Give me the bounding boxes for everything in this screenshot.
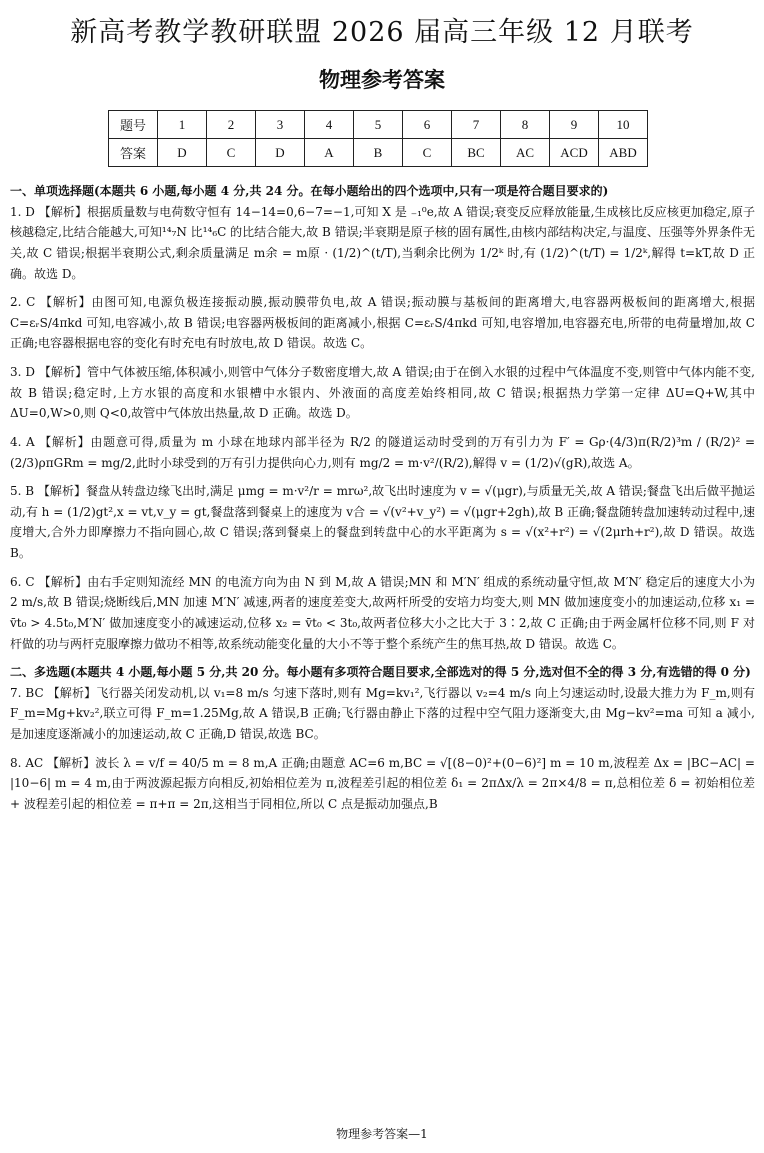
number-cell: 6 — [403, 111, 452, 139]
answer-cell: AC — [501, 139, 550, 167]
number-cell: 8 — [501, 111, 550, 139]
answer-cell: C — [403, 139, 452, 167]
row-label-number: 题号 — [109, 111, 158, 139]
solution-q7: 7. BC 【解析】飞行器关闭发动机,以 v₁=8 m/s 匀速下落时,则有 Mg=kv₁²,飞行器以 v₂=4 m/s 向上匀速运动时,设最大推力为 F_m,则有 F_m=Mg+kv₂²,联立可得 F_m=1.25Mg,故 A 错误,B 正确;飞行器由静止下落的过程中空气阻力逐渐变大,由 Mg−kv²=ma 可知 a 减小,是加速度逐渐减小的加速运动,故 C 正确,D 错误,故选 BC。 — [10, 685, 755, 741]
solution-q6: 6. C 【解析】由右手定则知流经 MN 的电流方向为由 N 到 M,故 A 错误;MN 和 M′N′ 组成的系统动量守恒,故 M′N′ 稳定后的速度大小为 2 m/s,故 B 错误;烧断线后,MN 加速 M′N′ 减速,两者的速度差变大,故两杆所受的安培力均变大,则 MN 做加速度变小的加速运动,位移 x₁ = v̄t₀ > 4.5t₀,M′N′ 做加速度变小的减速运动,位移 x₂ = v̄t₀ < 3t₀,故两者位移大小之比大于 3∶2,故 C 正确;由于两金属杆位移不同,则 F 对杆做的功与两杆克服摩擦力做功不相等,故系统动能变化量的大小不等于整个系统产生的焦耳热,故 D 错误。故选 C。 — [10, 574, 755, 651]
answer-cell: BC — [452, 139, 501, 167]
solution-q5: 5. B 【解析】餐盘从转盘边缘飞出时,满足 μmg = m·v²/r = mrω²,故飞出时速度为 v = √(μgr),与质量无关,故 A 错误;餐盘飞出后做平抛运动,有 h = (1/2)gt²,x = vt,v_y = gt,餐盘落到餐桌上的速度为 v合 = √(v²+v_y²) = √(μgr+2gh),故 B 正确;餐盘随转盘加速转动过程中,速度增大,合外力即摩擦力不指向圆心,故 C 错误;落到餐桌上的餐盘到转盘中心的水平距离为 s = √(x²+r²) = √(2μrh+r²),故 D 错误。故选 B。 — [10, 484, 755, 560]
number-cell: 3 — [256, 111, 305, 139]
number-cell: 4 — [305, 111, 354, 139]
number-cell: 7 — [452, 111, 501, 139]
section-heading-single-choice: 一、单项选择题(本题共 6 小题,每小题 4 分,共 24 分。在每小题给出的四个选项中,只有一项是符合题目要求的) — [10, 184, 609, 198]
answer-cell: D — [158, 139, 207, 167]
solution-q2: 2. C 【解析】由图可知,电源负极连接振动膜,振动膜带负电,故 A 错误;振动膜与基板间的距离增大,电容器两极板间的距离增大,根据 C=εᵣS/4πkd 可知,电容减小,故 B 错误;电容器两极板间的距离减小,根据 C=εᵣS/4πkd 可知,电容增加,电容器充电,所带的电荷量增加,故 C 正确;电容器根据电容的变化有时充电有时放电,故 D 错误。故选 C。 — [10, 295, 755, 351]
solution-q3: 3. D 【解析】管中气体被压缩,体积减小,则管中气体分子数密度增大,故 A 错误;由于在倒入水银的过程中气体温度不变,则管中气体内能不变,故 B 错误;稳定时,上方水银的高度和水银槽中水银内、外液面的高度差始终相同,故 C 错误;根据热力学第一定律 ΔU=Q+W,其中 ΔU=0,W>0,则 Q<0,故管中气体放出热量,故 D 正确。故选 D。 — [10, 365, 755, 421]
answer-cell: ABD — [599, 139, 648, 167]
row-label-answer: 答案 — [109, 139, 158, 167]
solution-q4: 4. A 【解析】由题意可得,质量为 m 小球在地球内部半径为 R/2 的隧道运动时受到的万有引力为 F′ = Gρ·(4/3)π(R/2)³m / (R/2)² = (2/3)ρπGRm = mg/2,此时小球受到的万有引力提供向心力,则有 mg/2 = m·v²/(R/2),解得 v = (1/2)√(gR),故选 A。 — [10, 434, 755, 470]
number-cell: 10 — [599, 111, 648, 139]
answer-cell: B — [354, 139, 403, 167]
number-row — [109, 111, 648, 139]
solutions-body — [10, 181, 755, 815]
answer-cell: D — [256, 139, 305, 167]
answer-cell: A — [305, 139, 354, 167]
page-subtitle: 物理参考答案 — [319, 67, 445, 92]
solution-q8: 8. AC 【解析】波长 λ = v/f = 40/5 m = 8 m,A 正确;由题意 AC=6 m,BC = √[(8−0)²+(0−6)²] m = 10 m,波程差 Δx = |BC−AC| = |10−6| m = 4 m,由于两波源起振方向相反,初始相位差为 π,波程差引起的相位差 δ₁ = 2πΔx/λ = 2π×4/8 = π,总相位差 δ = 初始相位差 + 波程差引起的相位差 = π+π = 2π,这相当于同相位,所以 C 点是振动加强点,B — [10, 755, 755, 811]
number-cell: 2 — [207, 111, 256, 139]
answer-row — [109, 139, 648, 167]
number-cell: 1 — [158, 111, 207, 139]
answer-table — [108, 110, 648, 167]
solution-q1: 1. D 【解析】根据质量数与电荷数守恒有 14−14=0,6−7=−1,可知 X 是 ₋₁⁰e,故 A 错误;衰变反应释放能量,生成核比反应核更加稳定,原子核越稳定,比结合能越大,可知¹⁴₇N 比¹⁴₆C 的比结合能大,故 B 错误;半衰期是原子核的固有属性,由核内部结构决定,与温度、压强等外界条件无关,故 C 错误;根据半衰期公式,剩余质量满足 m余 = m原 · (1/2)^(t/T),当剩余比例为 1/2ᵏ 时,有 (1/2)^(t/T) = 1/2ᵏ,解得 t=kT,故 D 正确。故选 D。 — [10, 204, 755, 281]
page-footer: 物理参考答案—1 — [336, 1127, 428, 1141]
number-cell: 5 — [354, 111, 403, 139]
section-heading-multiple-choice: 二、多选题(本题共 4 小题,每小题 5 分,共 20 分。每小题有多项符合题目要求,全部选对的得 5 分,选对但不全的得 3 分,有选错的得 0 分) — [10, 665, 751, 680]
answer-cell: ACD — [550, 139, 599, 167]
page-title: 新高考教学教研联盟 2026 届高三年级 12 月联考 — [70, 17, 694, 48]
answer-cell: C — [207, 139, 256, 167]
number-cell: 9 — [550, 111, 599, 139]
